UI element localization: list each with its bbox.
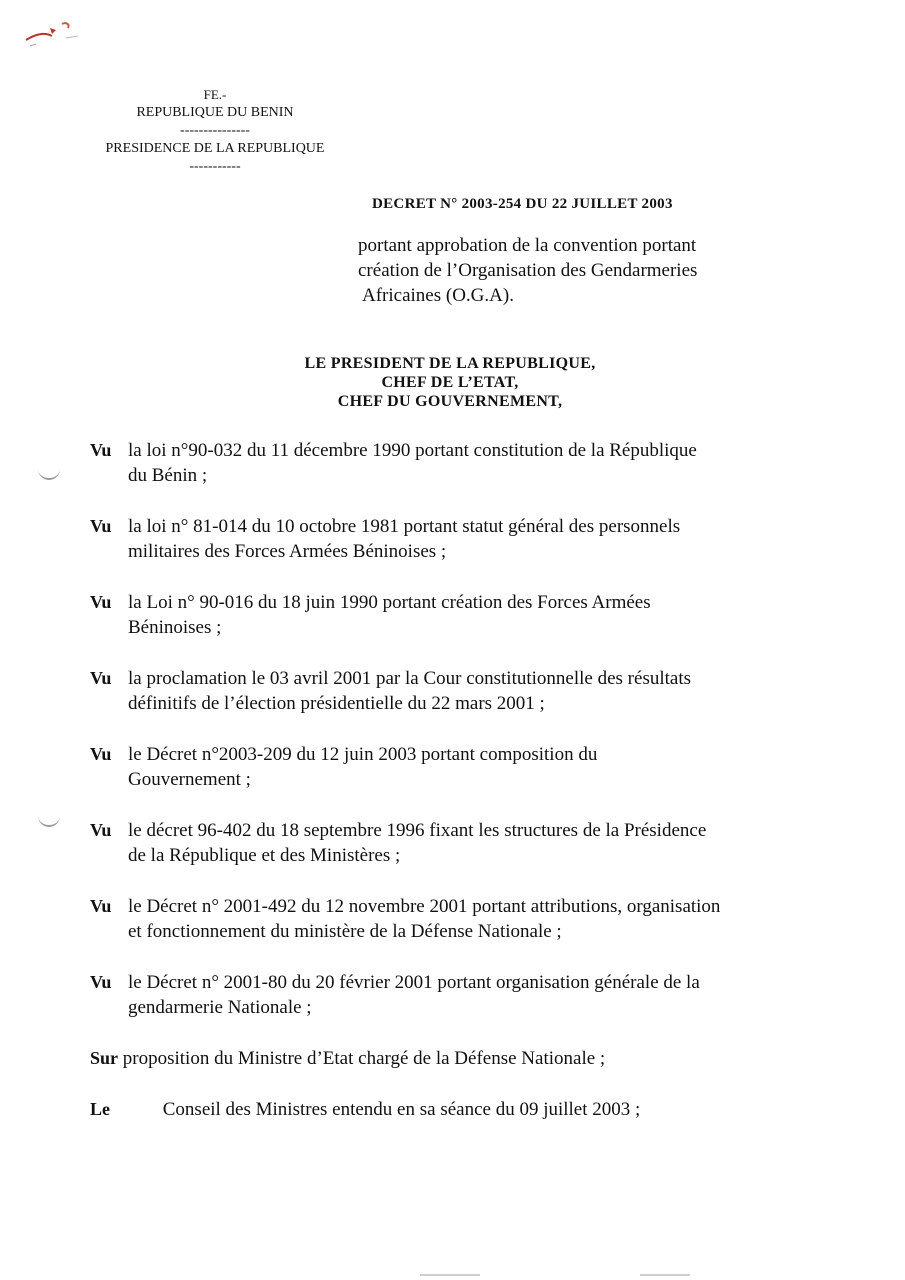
proposal-keyword: Sur bbox=[90, 1048, 119, 1068]
header-initials: FE.- bbox=[203, 87, 227, 102]
recital-keyword: Vu bbox=[90, 668, 112, 688]
recital-item bbox=[90, 666, 830, 716]
council-text: Conseil des Ministres entendu en sa séance du 09 juillet 2003 ; bbox=[162, 1099, 641, 1120]
recital-line: le Décret n°2003-209 du 12 juin 2003 portant composition du bbox=[128, 744, 598, 765]
recital-line: Gouvernement ; bbox=[128, 769, 251, 790]
council-clause bbox=[90, 1097, 830, 1122]
authority-line: LE PRESIDENT DE LA REPUBLIQUE, bbox=[304, 355, 596, 372]
decree-subject-line: création de l’Organisation des Gendarmeries bbox=[358, 260, 698, 281]
proposal-clause bbox=[90, 1046, 830, 1071]
recital-item bbox=[90, 970, 830, 1020]
recital-line: militaires des Forces Armées Béninoises ; bbox=[128, 541, 447, 562]
recital-keyword: Vu bbox=[90, 896, 112, 916]
council-keyword: Le bbox=[90, 1099, 110, 1119]
recital-line: la Loi n° 90-016 du 18 juin 1990 portant création des Forces Armées bbox=[128, 592, 651, 613]
recital-keyword: Vu bbox=[90, 744, 112, 764]
recital-item bbox=[90, 514, 830, 564]
recital-keyword: Vu bbox=[90, 592, 112, 612]
recital-line: de la République et des Ministères ; bbox=[128, 845, 401, 866]
header-separator-2: ----------- bbox=[189, 159, 241, 174]
recital-keyword: Vu bbox=[90, 972, 112, 992]
recital-line: du Bénin ; bbox=[128, 465, 208, 486]
recital-line: et fonctionnement du ministère de la Défense Nationale ; bbox=[128, 921, 562, 942]
recital-line: le Décret n° 2001-80 du 20 février 2001 portant organisation générale de la bbox=[128, 972, 700, 993]
recital-text bbox=[90, 514, 830, 564]
recital-text bbox=[90, 970, 830, 1020]
recital-keyword: Vu bbox=[90, 516, 112, 536]
decree-subject-line: portant approbation de la convention portant bbox=[358, 235, 697, 256]
recital-line: le Décret n° 2001-492 du 12 novembre 2001 portant attributions, organisation bbox=[128, 896, 721, 917]
scan-artifact bbox=[420, 1274, 480, 1276]
header-country: REPUBLIQUE DU BENIN bbox=[136, 105, 294, 120]
recitals-list bbox=[90, 438, 830, 1148]
recital-line: définitifs de l’élection présidentielle du 22 mars 2001 ; bbox=[128, 693, 545, 714]
recital-item bbox=[90, 742, 830, 792]
recital-text bbox=[90, 666, 830, 716]
header-separator-1: --------------- bbox=[180, 123, 250, 138]
recital-item bbox=[90, 590, 830, 640]
recital-text bbox=[90, 742, 830, 792]
authority-line: CHEF DU GOUVERNEMENT, bbox=[337, 393, 563, 410]
recital-item bbox=[90, 894, 830, 944]
recital-line: Béninoises ; bbox=[128, 617, 222, 638]
recital-item bbox=[90, 818, 830, 868]
punch-hole-mark bbox=[38, 468, 60, 480]
decree-subject bbox=[358, 233, 778, 308]
authority-line: CHEF DE L’ETAT, bbox=[381, 374, 519, 391]
ink-smudge-mark bbox=[22, 18, 86, 58]
authority-heading bbox=[240, 354, 660, 411]
recital-text bbox=[90, 818, 830, 868]
recital-line: le décret 96-402 du 18 septembre 1996 fixant les structures de la Présidence bbox=[128, 820, 707, 841]
header-office: PRESIDENCE DE LA REPUBLIQUE bbox=[105, 141, 325, 156]
decree-subject-line: Africaines (O.G.A). bbox=[362, 285, 514, 306]
recital-line: la proclamation le 03 avril 2001 par la Cour constitutionnelle des résultats bbox=[128, 668, 691, 689]
recital-item bbox=[90, 438, 830, 488]
recital-line: gendarmerie Nationale ; bbox=[128, 997, 312, 1018]
recital-text bbox=[90, 438, 830, 488]
recital-keyword: Vu bbox=[90, 820, 112, 840]
letterhead bbox=[80, 86, 350, 176]
recital-keyword: Vu bbox=[90, 440, 112, 460]
punch-hole-mark bbox=[38, 815, 60, 827]
recital-line: la loi n° 81-014 du 10 octobre 1981 portant statut général des personnels bbox=[128, 516, 681, 537]
scan-artifact bbox=[640, 1274, 690, 1276]
decree-title: DECRET N° 2003-254 DU 22 JUILLET 2003 bbox=[372, 196, 673, 212]
recital-text bbox=[90, 894, 830, 944]
recital-line: la loi n°90-032 du 11 décembre 1990 portant constitution de la République bbox=[128, 440, 697, 461]
recital-text bbox=[90, 590, 830, 640]
proposal-text: proposition du Ministre d’Etat chargé de la Défense Nationale ; bbox=[122, 1048, 606, 1069]
